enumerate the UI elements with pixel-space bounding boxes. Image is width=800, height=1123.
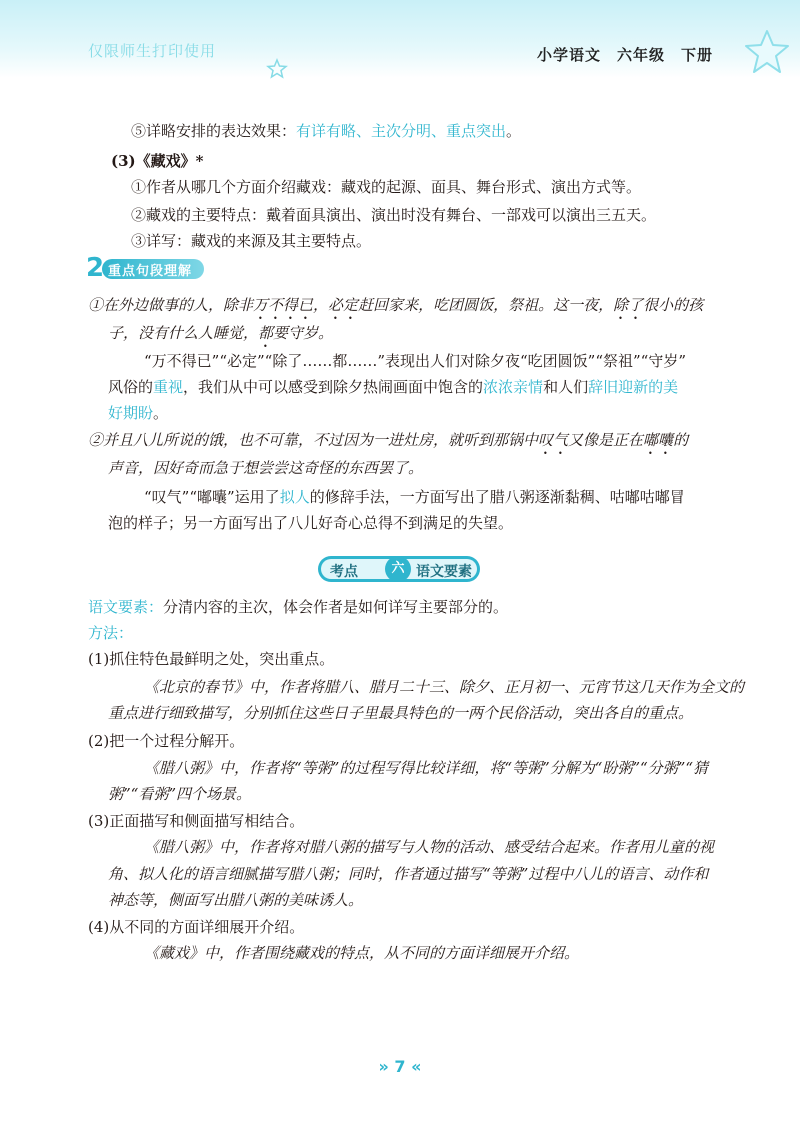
page-number: [373, 1057, 427, 1076]
analysis-highlight: 浓浓亲情: [483, 378, 544, 396]
sentence-2-line-1: [88, 429, 688, 458]
method-2-text-1: 《腊八粥》中，作者将“等粥”的过程写得比较详细，将“等粥”分解为“盼粥”“分粥”“猜: [144, 759, 709, 777]
sentence-text: 赶回家来，吃团圆饭，祭祖。这一夜，: [358, 296, 614, 314]
analysis-2-line-1: [144, 486, 685, 508]
emphasized-word: 除了: [613, 296, 644, 314]
sentence-text: 又像是正在: [568, 431, 644, 449]
analysis-text: 和人们: [543, 378, 589, 396]
analysis-highlight: 好期盼: [108, 404, 154, 422]
page-number-value: 7: [394, 1057, 406, 1076]
sentence-text: ①在外边做事的人，除非: [88, 296, 254, 314]
emphasized-word: 嘟囔: [643, 431, 674, 449]
sentence-2-line-2: 声音，因好奇而急于想尝尝这奇怪的东西罢了。: [108, 459, 424, 477]
zangxi-heading: (3)《藏戏》*: [111, 152, 204, 170]
star-corner-icon: [742, 28, 792, 78]
method-4-text-1: 《藏戏》中，作者围绕藏戏的特点，从不同的方面详细展开介绍。: [144, 944, 580, 962]
method-3-text-1: 《腊八粥》中，作者将对腊八粥的描写与人物的活动、感受结合起来。作者用儿童的视: [144, 838, 715, 856]
analysis-highlight: 重视: [153, 378, 184, 396]
method-1-heading: (1)抓住特色最鲜明之处，突出重点。: [88, 650, 335, 668]
kaodian-banner: [318, 556, 480, 584]
analysis-highlight: 拟人: [279, 488, 310, 506]
method-1-text-2: 重点进行细致描写，分别抓住这些日子里最具特色的一两个民俗活动，突出各自的重点。: [108, 704, 694, 722]
method-3-heading: (3)正面描写和侧面描写相结合。: [88, 812, 305, 830]
emphasized-word: 万不得已: [253, 296, 314, 314]
method-3-text-2: 角、拟人化的语言细腻描写腊八粥；同时，作者通过描写“等粥”过程中八儿的语言、动作和: [108, 865, 709, 883]
method-2-text-2: 粥”“看粥”四个场景。: [108, 785, 252, 803]
arrow-right-icon: »: [378, 1057, 389, 1076]
analysis-text: 风俗的: [108, 378, 154, 396]
analysis-text: “叹气”“嘟囔”运用了: [144, 488, 280, 506]
analysis-1-line-2: [108, 376, 678, 398]
kaodian-number: 六: [385, 556, 411, 582]
requirement-line: [88, 596, 508, 618]
section-heading-key-sentences: [86, 253, 204, 283]
emphasized-word: 必定: [328, 296, 359, 314]
header-band: [0, 0, 800, 78]
sentence-1-line-1: [88, 294, 703, 323]
expression-effect-end: 。: [506, 122, 522, 140]
analysis-text: 的修辞手法，一方面写出了腊八粥逐渐黏稠、咕嘟咕嘟冒: [309, 488, 685, 506]
analysis-text: ，我们从中可以感受到除夕热闹画面中饱含的: [183, 378, 484, 396]
expression-effect-label: ⑤详略安排的表达效果：: [131, 122, 297, 140]
sentence-text: 很小的孩: [643, 296, 704, 314]
analysis-text: 。: [153, 404, 169, 422]
zangxi-item-1: ①作者从哪几个方面介绍藏戏：藏戏的起源、面具、舞台形式、演出方式等。: [131, 178, 642, 196]
zangxi-item-3: ③详写：藏戏的来源及其主要特点。: [131, 232, 372, 250]
analysis-highlight: 辞旧迎新的美: [588, 378, 679, 396]
requirement-label: 语文要素：: [88, 598, 164, 616]
emphasized-word: 都: [258, 324, 274, 342]
method-4-heading: (4)从不同的方面详细展开介绍。: [88, 918, 305, 936]
watermark-text: 仅限师生打印使用: [88, 42, 217, 60]
analysis-1-line-3: [108, 402, 168, 424]
arrow-left-icon: «: [411, 1057, 422, 1076]
requirement-text: 分清内容的主次，体会作者是如何详写主要部分的。: [163, 598, 509, 616]
subject-grade-label: 小学语文 六年级 下册: [537, 46, 714, 64]
sentence-text: 的: [673, 431, 689, 449]
expression-effect-highlight: 有详有略、主次分明、重点突出: [296, 122, 507, 140]
sentence-text: 要守岁。: [273, 324, 334, 342]
analysis-2-line-2: 泡的样子；另一方面写出了八儿好奇心总得不到满足的失望。: [108, 514, 514, 532]
kaodian-title: 语文要素: [416, 564, 472, 580]
zangxi-item-2: ②藏戏的主要特点：戴着面具演出、演出时没有舞台、一部戏可以演出三五天。: [131, 206, 657, 224]
method-3-text-3: 神态等，侧面写出腊八粥的美味诱人。: [108, 891, 364, 909]
section-title: 重点句段理解: [108, 264, 193, 279]
method-label: 方法：: [88, 624, 134, 642]
sentence-1-line-2: [108, 322, 333, 351]
section-number: 2: [86, 253, 105, 283]
sentence-text: 子，没有什么人睡觉，: [108, 324, 259, 342]
emphasized-word: 叹气: [538, 431, 569, 449]
star-decoration-icon: [266, 58, 288, 80]
method-1-text-1: 《北京的春节》中，作者将腊八、腊月二十三、除夕、正月初一、元宵节这几天作为全文的: [144, 678, 745, 696]
kaodian-label: 考点: [330, 564, 358, 580]
sentence-text: ②并且八儿所说的饿，也不可靠，不过因为一进灶房，就听到那锅中: [88, 431, 539, 449]
sentence-text: ，: [313, 296, 329, 314]
method-2-heading: (2)把一个过程分解开。: [88, 732, 245, 750]
expression-effect-line: [131, 120, 521, 142]
analysis-1-line-1: “万不得已”“必定”“除了……都……”表现出人们对除夕夜“吃团圆饭”“祭祖”“守岁”: [144, 352, 687, 370]
